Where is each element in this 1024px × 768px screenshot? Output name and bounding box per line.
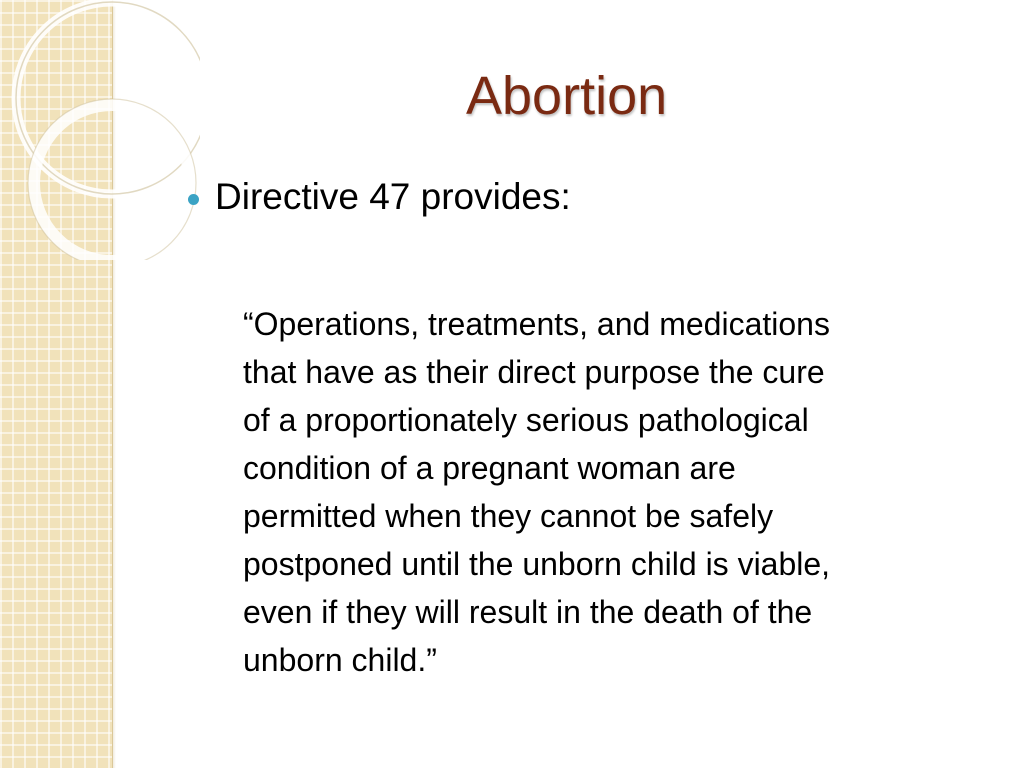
bullet-text: Directive 47 provides: (215, 176, 571, 217)
ring-decoration-icon (0, 0, 200, 260)
quote-line: postponed until the unborn child is viable, (243, 546, 831, 582)
quote-line: condition of a pregnant woman are (243, 450, 736, 486)
quote-line: of a proportionately serious pathological (243, 402, 809, 438)
bullet-dot-icon (188, 194, 199, 205)
bullet-item (188, 170, 571, 224)
quote-line: “Operations, treatments, and medications (243, 306, 830, 342)
quote-line: that have as their direct purpose the cure (243, 354, 825, 390)
quote-line: permitted when they cannot be safely (243, 498, 774, 534)
quote-line: unborn child.” (243, 642, 437, 678)
quote-line: even if they will result in the death of the (243, 594, 813, 630)
slide-title: Abortion (466, 66, 668, 126)
directive-quote (243, 300, 1003, 684)
